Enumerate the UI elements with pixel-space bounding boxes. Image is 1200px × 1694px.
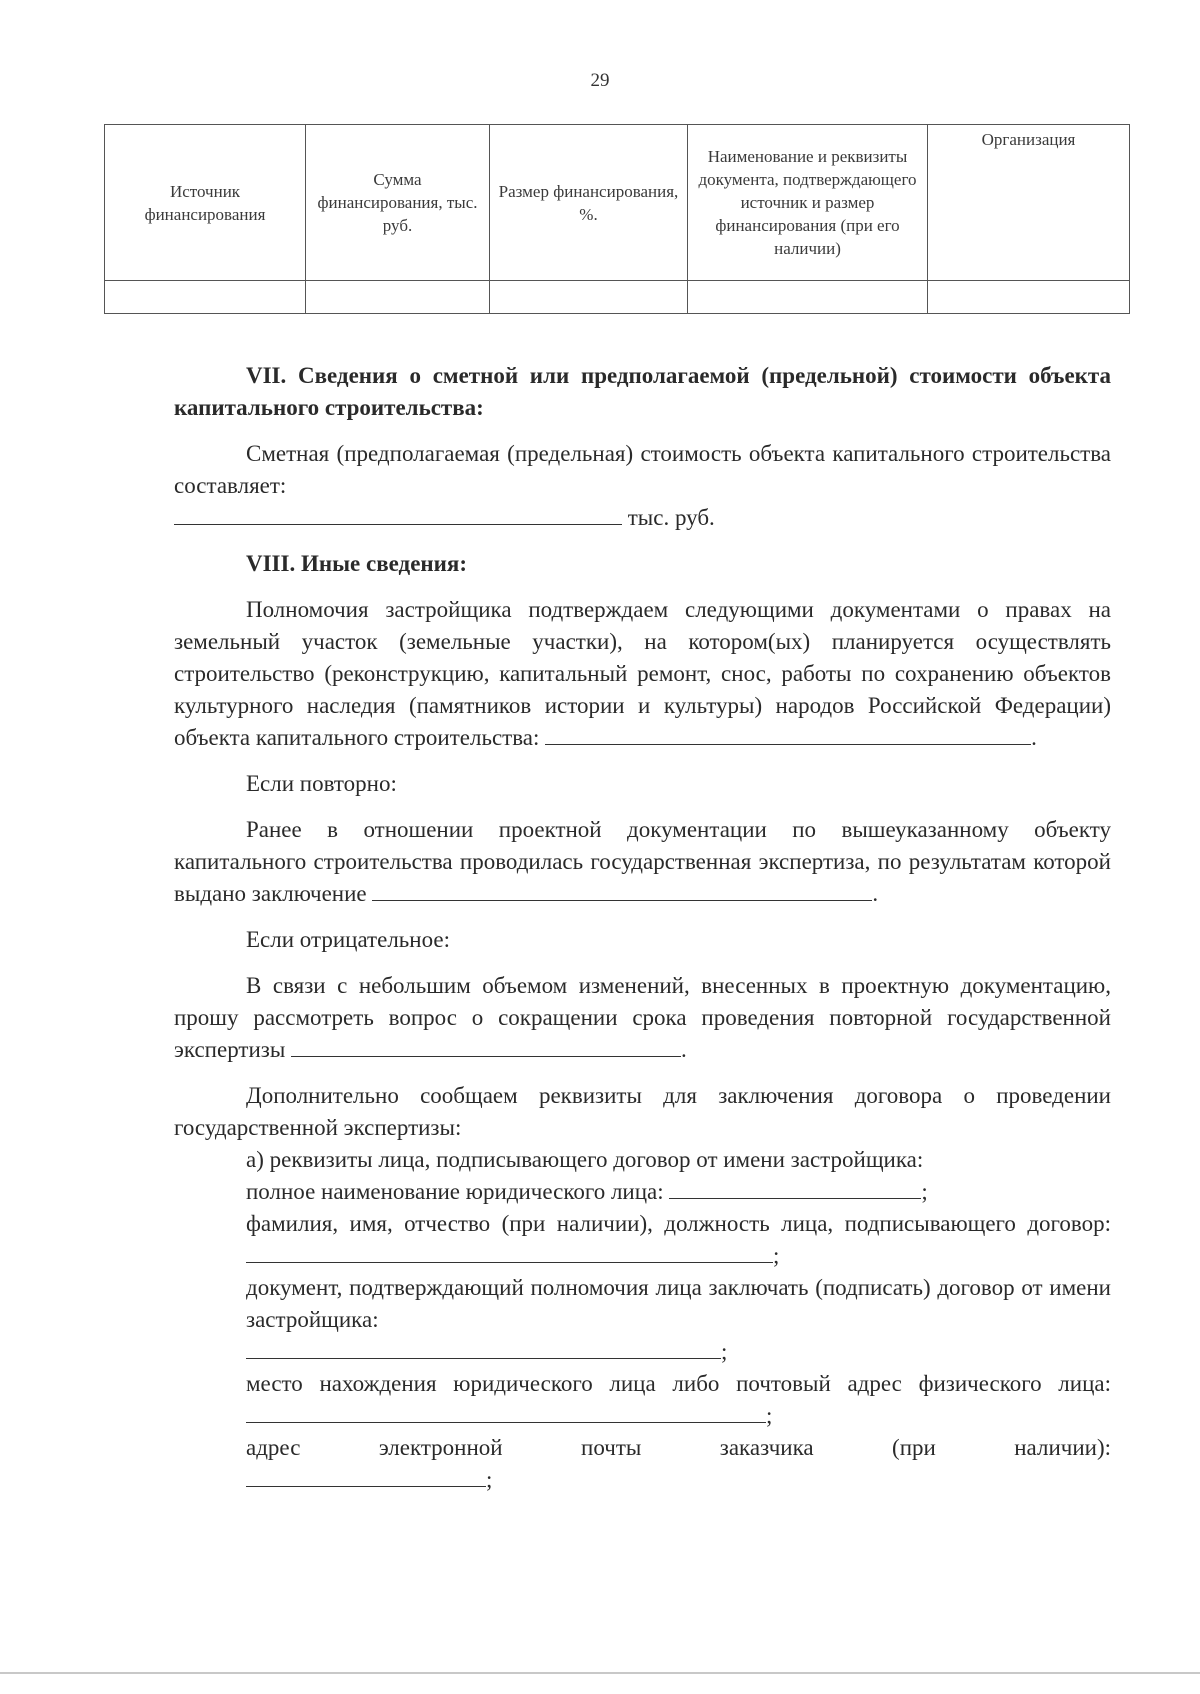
negative-paragraph [174, 970, 1111, 1066]
person-blank [246, 1240, 773, 1263]
if-negative-label: Если отрицательное: [246, 927, 450, 952]
financing-table [104, 124, 1130, 314]
location-label: место нахождения юридического лица либо почтовый адрес физического лица: [246, 1371, 1111, 1396]
document-blank [246, 1336, 721, 1359]
page-bottom-rule [0, 1672, 1200, 1674]
authority-text: Полномочия застройщика подтверждаем следующими документами о правах на земельный участок (земельные участки), на котором(ых) планируется осуществлять строительство (реконструкцию, капитальный ремонт, снос, работы по сохранению объектов культурного наследия (памятников истории и культуры) народов Российской Федерации) объекта капитального строительства: [174, 597, 1111, 750]
table-cell [688, 281, 928, 314]
table-cell [105, 281, 306, 314]
email-label: адрес электронной почты заказчика (при наличии): [246, 1435, 1111, 1460]
document-label: документ, подтверждающий полномочия лица заключать (подписать) договор от имени застройщика: [246, 1275, 1111, 1332]
location-line [246, 1368, 1111, 1432]
document-fill [246, 1336, 1111, 1368]
section7-heading: VII. Сведения о сметной или предполагаемой (предельной) стоимости объекта капитального строительства: [174, 363, 1111, 420]
header-amount: Сумма финансирования, тыс. руб. [306, 125, 490, 281]
authority-paragraph [174, 594, 1111, 754]
cost-line: Сметная (предполагаемая (предельная) стоимость объекта капитального строительства составляет: [174, 441, 1111, 498]
email-fill [246, 1464, 1111, 1496]
repeat-paragraph [174, 814, 1111, 910]
negative-text: В связи с небольшим объемом изменений, внесенных в проектную документацию, прошу рассмотреть вопрос о сокращении срока проведения повторной государственной экспертизы [174, 973, 1111, 1062]
item-a: а) реквизиты лица, подписывающего договор от имени застройщика: [246, 1147, 924, 1172]
repeat-text: Ранее в отношении проектной документации по вышеуказанному объекту капитального строительства проводилась государственная экспертиза, по результатам которой выдано заключение [174, 817, 1111, 906]
header-document: Наименование и реквизиты документа, подтверждающего источник и размер финансирования (при его наличии) [688, 125, 928, 281]
document-body [174, 360, 1111, 1496]
email-blank [246, 1464, 486, 1487]
period: . [1031, 725, 1037, 750]
person-label: фамилия, имя, отчество (при наличии), должность лица, подписывающего договор: [246, 1211, 1111, 1236]
location-blank [246, 1400, 766, 1423]
cost-blank [174, 502, 622, 525]
negative-blank [291, 1034, 681, 1057]
header-percent: Размер финансирования, %. [490, 125, 688, 281]
table-cell [306, 281, 490, 314]
full-name-blank [669, 1176, 921, 1199]
repeat-blank [372, 878, 872, 901]
page-number: 29 [590, 70, 610, 91]
header-source: Источник финансирования [105, 125, 306, 281]
section8-heading: VIII. Иные сведения: [246, 551, 468, 576]
table-header-row [105, 125, 1130, 281]
authority-blank [545, 722, 1031, 745]
person-fill [246, 1240, 1111, 1272]
cost-line-fill [174, 502, 1111, 534]
semicolon: ; [773, 1243, 780, 1268]
table-cell [928, 281, 1130, 314]
additional-paragraph: Дополнительно сообщаем реквизиты для заключения договора о проведении государственной экспертизы: [174, 1083, 1111, 1140]
semicolon: ; [766, 1403, 773, 1428]
header-organization: Организация [928, 125, 1130, 281]
table-row [105, 281, 1130, 314]
cost-unit: тыс. руб. [627, 505, 715, 530]
period: . [872, 881, 879, 906]
semicolon: ; [486, 1467, 493, 1492]
full-name-line [246, 1176, 1111, 1208]
table-cell [490, 281, 688, 314]
semicolon: ; [921, 1179, 928, 1204]
period: . [681, 1037, 687, 1062]
full-name-label: полное наименование юридического лица: [246, 1179, 664, 1204]
if-repeat-label: Если повторно: [246, 771, 397, 796]
semicolon: ; [721, 1339, 728, 1364]
